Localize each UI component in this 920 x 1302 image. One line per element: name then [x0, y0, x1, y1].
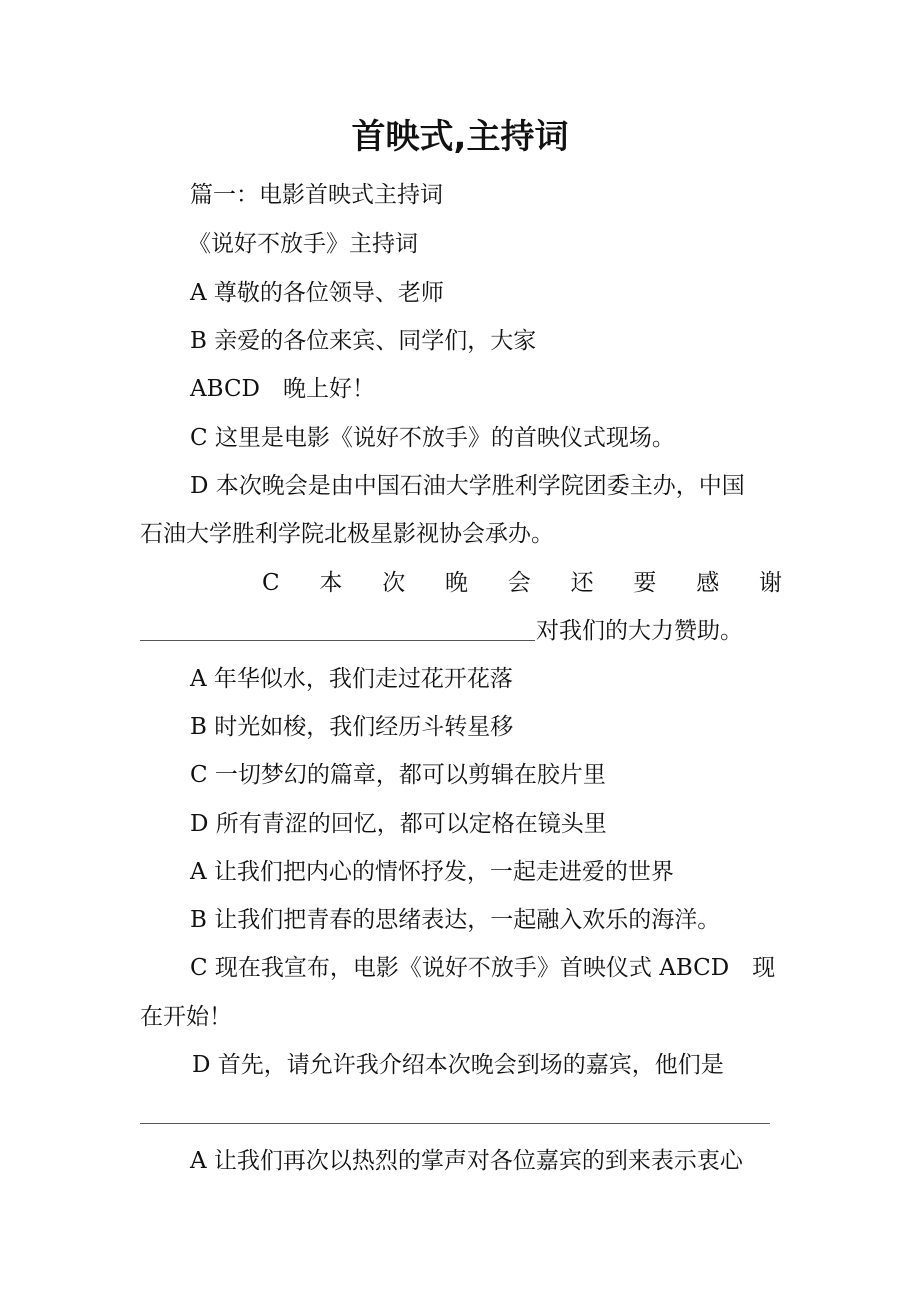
paragraph-line: ABCD 晚上好！: [190, 376, 375, 402]
paragraph-line: C 现在我宣布，电影《说好不放手》首映仪式 ABCD 现: [190, 955, 776, 981]
paragraph-line: 《说好不放手》主持词: [188, 231, 418, 257]
paragraph-line: C 一切梦幻的篇章，都可以剪辑在胶片里: [190, 762, 606, 788]
paragraph-line: 篇一：电影首映式主持词: [190, 182, 443, 208]
spread-char: C: [262, 570, 280, 596]
paragraph-line: C 这里是电影《说好不放手》的首映仪式现场。: [190, 425, 675, 451]
fill-in-blank-line: [140, 1123, 770, 1124]
paragraph-line: B 亲爱的各位来宾、同学们，大家: [190, 328, 537, 354]
paragraph-line: D 所有青涩的回忆，都可以定格在镜头里: [190, 811, 607, 837]
paragraph-line: A 年华似水，我们走过花开花落: [190, 666, 513, 692]
paragraph-line: B 时光如梭，我们经历斗转星移: [190, 714, 514, 740]
page-title: 首映式,主持词: [351, 117, 569, 157]
spread-char: 晚: [445, 570, 468, 596]
paragraph-line: D 首先，请允许我介绍本次晚会到场的嘉宾，他们是: [192, 1052, 724, 1078]
fill-in-blank-line: [140, 640, 535, 641]
spread-char: 本: [319, 570, 343, 596]
spread-char: 次: [382, 570, 406, 596]
spread-char: 感: [696, 570, 720, 596]
paragraph-line: A 让我们再次以热烈的掌声对各位嘉宾的到来表示衷心: [190, 1148, 743, 1174]
paragraph-line: A 让我们把内心的情怀抒发，一起走进爱的世界: [190, 859, 674, 885]
spread-char: 谢: [758, 570, 782, 596]
spread-char: 会: [507, 570, 531, 596]
paragraph-line: D 本次晚会是由中国石油大学胜利学院团委主办，中国: [190, 473, 745, 499]
paragraph-line: A 尊敬的各位领导、老师: [190, 280, 444, 306]
spread-char: 还: [570, 570, 594, 596]
paragraph-line: B 让我们把青春的思绪表达，一起融入欢乐的海洋。: [190, 907, 721, 933]
spread-paragraph-line: [262, 568, 782, 598]
spread-char: 要: [633, 570, 657, 596]
paragraph-line: 在开始！: [140, 1004, 232, 1030]
paragraph-line: 石油大学胜利学院北极星影视协会承办。: [140, 521, 554, 547]
paragraph-line: 对我们的大力赞助。: [536, 618, 743, 644]
